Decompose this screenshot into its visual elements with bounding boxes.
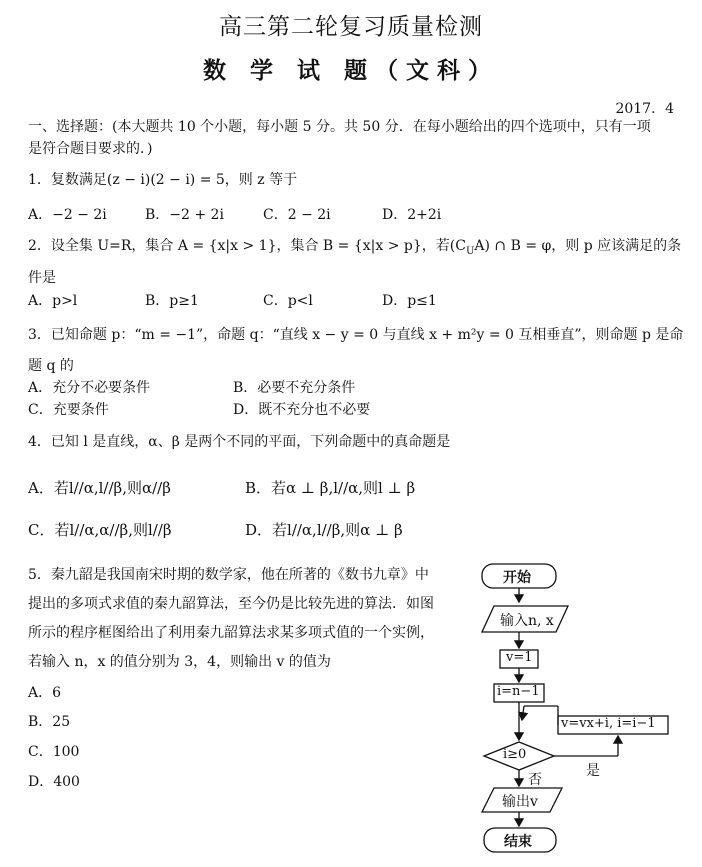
q1-option-b: B．−2 + 2i [145, 207, 224, 223]
q3-option-d: D．既不充分也不必要 [233, 402, 371, 418]
q2-subscript: U [465, 245, 475, 257]
q2-stem-line2: 件是 [28, 270, 56, 286]
q1-stem: 1．复数满足(z − i)(2 − i) = 5，则 z 等于 [28, 172, 298, 188]
init-v-label: v=1 [506, 650, 533, 665]
section-instruction-line2: 是符合题目要求的．) [28, 141, 153, 157]
q1-option-c: C．2 − 2i [263, 207, 331, 223]
end-label: 结束 [504, 834, 532, 850]
q1-option-d: D．2+2i [382, 207, 442, 223]
q1-option-a: A．−2 − 2i [28, 207, 107, 223]
q5-option-c: C．100 [28, 744, 80, 760]
q4-option-d: D．若l//α,l//β,则α ⊥ β [245, 521, 403, 539]
q3-option-b: B．必要不充分条件 [233, 380, 356, 396]
q3-option-a: A．充分不必要条件 [28, 380, 151, 396]
q4-option-b: B．若α ⊥ β,l//α,则l ⊥ β [245, 479, 416, 497]
q5-option-b: B．25 [28, 714, 71, 730]
condition-label: i≥0 [503, 747, 527, 762]
q3-option-c: C．充要条件 [28, 402, 109, 418]
flowchart-diagram [470, 560, 690, 865]
q5-stem-line1: 5．秦九韶是我国南宋时期的数学家，他在所著的《数书九章》中 [28, 567, 429, 583]
q2-stem-part2: A) ∩ B = φ，则 p 应该满足的条 [474, 238, 682, 254]
q2-option-d: D．p≤1 [382, 293, 437, 309]
q5-option-d: D．400 [28, 774, 80, 790]
q2-stem-line1 [28, 236, 681, 262]
init-i-label: i=n−1 [497, 684, 540, 699]
q4-option-c: C．若l//α,α//β,则l//β [28, 521, 172, 539]
q4-stem: 4．已知 l 是直线，α、β 是两个不同的平面，下列命题中的真命题是 [28, 434, 451, 450]
q5-option-a: A．6 [28, 685, 62, 701]
q5-stem-line3: 所示的程序框图给出了利用秦九韶算法求某多项式值的一个实例， [28, 625, 434, 641]
exam-date: 2017．4 [615, 101, 674, 117]
no-label: 否 [528, 772, 542, 788]
q5-stem-line2: 提出的多项式求值的秦九韶算法，至今仍是比较先进的算法．如图 [28, 596, 434, 612]
page-subtitle: 数 学 试 题（文科） [202, 57, 500, 84]
input-label: 输入n, x [500, 613, 554, 629]
yes-label: 是 [586, 763, 600, 779]
start-label: 开始 [503, 570, 531, 586]
q3-stem-line2: 题 q 的 [28, 358, 74, 374]
q2-option-c: C．p<l [263, 293, 313, 309]
flowchart [470, 560, 690, 860]
loop-label: v=vx+i, i=i−1 [561, 716, 656, 731]
q5-stem-line4: 若输入 n，x 的值分别为 3，4，则输出 v 的值为 [28, 654, 331, 670]
q2-stem-part1: 2．设全集 U=R，集合 A = {x|x > 1}，集合 B = {x|x > p}，若(C [28, 238, 466, 254]
output-label: 输出v [502, 794, 538, 810]
q2-option-b: B．p≥1 [145, 293, 199, 309]
section-instruction-line1: 一、选择题：(本大题共 10 个小题，每小题 5 分。共 50 分．在每小题给出的四个选项中，只有一项 [28, 119, 651, 135]
page-title: 高三第二轮复习质量检测 [219, 14, 483, 40]
q3-stem-line1: 3．已知命题 p：“m = −1”，命题 q：“直线 x − y = 0 与直线 x + m²y = 0 互相垂直”，则命题 p 是命 [28, 327, 684, 343]
q4-option-a: A．若l//α,l//β,则α//β [28, 479, 171, 497]
q2-option-a: A．p>l [28, 293, 78, 309]
